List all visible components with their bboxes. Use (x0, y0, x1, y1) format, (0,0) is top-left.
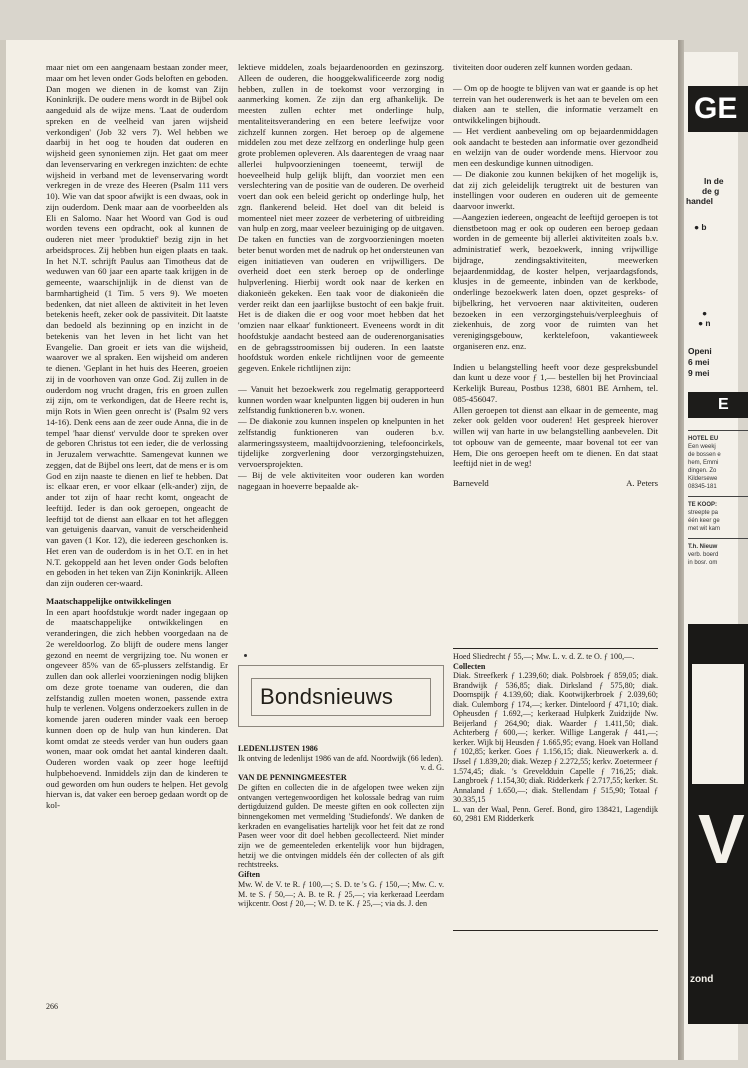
article-paragraph: lektieve middelen, zoals bejaardenoorden en gezinszorg. Alleen de ouderen, die hooggekwalificeerde zorg nodig hebben, zullen in de toekomst voor verzorging in aanmerking komen. Ze zijn dan erg afhankelijk. De meesten zullen echter met onderlinge hulp, mentaliteitsverandering en een betere leefwijze voor zichzelf kunnen zorgen. Het beroep op de algemene middelen zou met deze zelfzorg en onderlinge hulp geen grote problemen opleveren. Als daarentegen de vraag naar allerlei hulpvoorzieningen toeneemt, terwijl de hoeveelheid hulp gelijk blijft, dan voorziet men een verslechtering van de positie van de ouderen. De overheid voert dan ook een beleid gericht op onderlinge hulp, het zgn. flankerend beleid. Het doel van dit beleid is momenteel niet meer zozeer de verbetering of uitbreiding van hulp en zorg, maar veeleer bezuiniging op de uitgaven. De taken en functies van de zorgvoorzieningen moeten beter benut worden met de nadruk op het ondersteunen van eigen initiatieven van ouderen en vrijwilligers. De overheid doet een sterk beroep op de onderlinge hulpverlening. Hierbij wordt ook naar de kerken en diakonieën gekeken. Een taak voor de diakonieën die verder reikt dan een jaarlijkse bustocht of een bakje fruit. Het is de diaken die er oog voor moet hebben dat het 'omzien naar elkaar' funktioneert. Eveneens wordt in dit hoofdstukje aandacht besteed aan de ouderenorganisaties en de gebragsstroomissen bij ouderen. In een laatste hoofdstuk worden enkele richtlijnen voor de gemeente gegeven. Enkele richtlijnen zijn: (238, 62, 444, 373)
collecten-text: Diak. Streefkerk ƒ 1.239,60; diak. Polsbroek ƒ 859,05; diak. Brandwijk ƒ 536,85; diak. Dirksland ƒ 575,80; diak. Doornspijk ƒ 4.139,60; diak. Kootwijkerbroek ƒ 2.039,60; diak. Culemborg ƒ 174,—; kerker. Dinteloord ƒ 471,10; diak. Opheusden ƒ 1.692,—; kerkeraad Hulpkerk Zuidzijde Nw. Beijerland ƒ 264,90; diak. Waarder ƒ 1.411,50; diak. Achterberg ƒ 600,—; kerker. Willige Langerak ƒ 441,—; kerker. Wijk bij Heusden ƒ 1.665,95; evang. Hoek van Holland ƒ 102,85; kerker. Goes ƒ 1.156,15; diak. Nieuwerkerk a. d. IJssel ƒ 1.839,20; diak. Wezep ƒ 2.272,55; kerkv. Zoetermeer ƒ 1.574,45; diak. 's Greveldduin Capelle ƒ 716,25; diak. Langbroek ƒ 1.154,30; diak. Ridderkerk ƒ 2.717,55; kerker. St. Annaland ƒ 1.650,—; diak. Stellendam ƒ 515,90; Totaal ƒ 30.335,15 (453, 671, 658, 805)
page-number: 266 (46, 1002, 58, 1011)
article-paragraph: In een apart hoofdstukje wordt nader ingegaan op de maatschappelijke ontwikkelingen en veranderingen, die zich hebben voorgedaan na de 2e wereldoorlog. Zo blijft de oudere mens langer gezond en neemt de vergrijzing toe. Nu wonen er ongeveer 85% van de 65-plussers zelfstandig. Er zullen dan ook allerlei voorzieningen nodig blijken om deze grote toename van ouderen, die dan zelfstandig zullen moeten wonen, passende extra hulp te verlenen. Volgens onderzoekers zullen in de komende jaren ouderen minder vaak een beroep kunnen doen op de hulp van hun kinderen. Dat komt omdat ze steeds verder van hun ouders gaan wonen, maar ook omdat het aantal kinderen daalt. Ouderen worden vaak op zeer hoge leeftijd hulpbehoevend. Inmiddels zijn dan de kinderen te oud geworden om hun ouders te helpen. Het gevolg hiervan is, dat vaker een beroep gedaan wordt op de kol- (46, 606, 228, 810)
ledenlijsten-heading: LEDENLIJSTEN 1986 (238, 744, 318, 753)
ad-opening-line: Openi (688, 346, 712, 356)
signature-author: A. Peters (626, 478, 658, 488)
ad-small-line: dingen. Zo (688, 468, 717, 474)
ad-separator (688, 538, 748, 539)
giften-text: Mw. W. de V. te R. ƒ 100,—; S. D. te 's G. ƒ 150,—; Mw. C. v. M. te S. ƒ 50,—; A. B. te R. ƒ 25,—; via kerkeraad Leerdam wijkcentr. Oost ƒ 20,—; W. D. te K. ƒ 25,—; via ds. J. den (238, 879, 444, 909)
ad-bullet: ● (702, 308, 708, 318)
ad-small-line: Een weekj (688, 444, 716, 450)
ad-small-line: T.h. Nieuw (688, 544, 718, 550)
guideline-item: — Bij de vele aktiviteiten voor ouderen kan worden nagegaan in hoeverre bepaalde ak- (238, 469, 444, 491)
ad-small-line: hem, Emmi (688, 460, 719, 466)
article-column-2 (238, 62, 444, 652)
ad-text-line: de g (702, 186, 720, 196)
collecten-heading: Collecten (453, 661, 486, 671)
section-heading: Maatschappelijke ontwikkelingen (46, 595, 172, 606)
giften-continued: Hoed Sliedrecht ƒ 55,—; Mw. L. v. d. Z. te O. ƒ 100,—. (453, 652, 635, 661)
ad-small-line: HOTEL EU (688, 436, 719, 442)
ad-bullet: ● b (694, 222, 707, 232)
article-column-3 (453, 62, 658, 702)
guideline-item: — Het verdient aanbeveling om op bejaardenmiddagen ook aandacht te besteden aan informatie over gezondheid en welzijn van de ouder wordende mens. Hiervoor zou men een deskundige kunnen uitnodigen. (453, 125, 658, 168)
article-column-1 (46, 62, 228, 982)
news-column-2 (453, 652, 658, 932)
guideline-item: — De diakonie zou kunnen bekijken of het mogelijk is, dat zij zich geleidelijk terugtrekt uit de besturen van instellingen voor ouderen en ouderen uit de gemeente daarvoor inwerkt. (453, 168, 658, 211)
ad-small-line: de bossen e (688, 452, 721, 458)
bondsnieuws-banner (238, 665, 444, 727)
ad-opening-line: 6 mei (688, 357, 710, 367)
news-column-1 (238, 744, 444, 1004)
ad-headline: GE (688, 86, 748, 132)
bondsnieuws-title: Bondsnieuws (260, 684, 394, 709)
ad-small-line: 08345-181 (688, 484, 717, 490)
ad-opening-line: 9 mei (688, 368, 710, 378)
treasurer-address: L. van der Waal, Penn. Geref. Bond, giro 138421, Lagendijk 60, 2981 EM Ridderkerk (453, 804, 658, 824)
ad-separator (688, 496, 748, 497)
ad-small-line: Kildersewe (688, 476, 718, 482)
ad-separator (688, 430, 748, 431)
article-paragraph: tiviteiten door ouderen zelf kunnen worden gedaan. (453, 62, 633, 72)
guideline-item: — Om op de hoogte te blijven van wat er gaande is op het terrein van het ouderenwerk is het aan te bevelen om een diaken aan te stellen, die informatie verzamelt en ontwikkelingen bijhoudt. (453, 82, 658, 125)
ad-block-cutout (692, 664, 744, 784)
order-info: Indien u belangstelling heeft voor deze gespreksbundel dan kunt u deze voor ƒ 1,— bestellen bij het Provinciaal Kerkelijk Bureau, Postbus 1238, 6801 BE Arnhem, tel. 085-456047. (453, 361, 658, 404)
signature-place: Barneveld (453, 478, 489, 488)
ad-small-line: verb. boerd (688, 552, 719, 558)
penningmeester-heading: VAN DE PENNINGMEESTER (238, 773, 347, 783)
ad-block-letter: V (698, 800, 745, 878)
ad-black-bar: E (688, 392, 748, 418)
ad-small-line: streepte pa (688, 510, 719, 516)
ad-small-line: één keer ge (688, 518, 720, 524)
ad-black-block (688, 624, 748, 1024)
ad-small-line: TE KOOP: (688, 502, 718, 508)
guideline-item: —Aangezien iedereen, ongeacht de leeftijd geroepen is tot dienstbetoon mag er ook op ouderen een beroep gedaan worden in de gemeente bij allerlei aktiviteiten zoals b.v. administratief werk, bezoekwerk, inning vrijwillige bijdrage, zendingsaktiviteiten, meewerken bejaardenmiddag, de koster helpen, verjaardagsfonds, klusjes in de gemeente, inbinden van de kerkbode, onderlinge bezoekwerk laten doen, opzet gespreks- of bijbelkring, het vervoeren naar aktiviteiten, ouderen bezoeken in een verzorgingstehuis/verpleeghuis of ziekenhuis, de zorg voor de ruimten van het verenigingsgebouw, kerktelefoon, vakantieweek organiseren enz. enz. (453, 211, 658, 351)
adjacent-ad-page (684, 52, 745, 1060)
bondsnieuws-frame (251, 678, 431, 716)
signature (453, 478, 658, 489)
closing-paragraph: Allen geroepen tot dienst aan elkaar in de gemeente, mag zeker ook gelden voor ouderen! Het gespreek hierover willen wij van harte in uw belangstelling aanbevelen. Dit tot opbouw van de gemeente, maar bovenal tot eer van Hem, Die ons geroepen heeft om te dienen. En dat staat leeftijd niet in de weg! (453, 404, 658, 469)
ad-block-word: zond (690, 974, 714, 985)
penningmeester-text: De giften en collecten die in de afgelopen twee weken zijn ontvangen vertegenwoordigen het kolossale bedrag van ruim dertigduizend gulden. De meeste giften en ook collecten zijn binnengekomen met vermelding 'Studiefonds'. We danken de kerkraden en evangelisaties hartelijk voor het feit dat ze rond Pasen weer voor dit doel hebben gecollecteerd. Niet minder zijn we de gemeenteleden erkentelijk voor hun bijdragen, hetzij we die ontvingen middels één der collecten of als gift rechtstreeks. (238, 782, 444, 870)
ad-small-line: in bosr. om (688, 560, 718, 566)
ledenlijsten-text: Ik ontving de ledenlijst 1986 van de afd. Noordwijk (66 leden). (238, 753, 443, 763)
ad-text-line: handel (686, 196, 713, 206)
separator-dot (244, 654, 247, 657)
ad-bullet: ● n (698, 318, 711, 328)
column-divider-rule (453, 648, 658, 649)
ledenlijsten-initials: v. d. G. (420, 763, 444, 773)
giften-heading: Giften (238, 870, 261, 880)
guideline-item: — De diakonie zou kunnen inspelen op knelpunten in het zelfstandig funktioneren van ouderen b.v. alarmeringssysteem, maaltijdvoorziening, telefooncirkels, tijdelijke zorgverlening door verzorgingstehuizen, vervoersprojekten. (238, 416, 444, 469)
ad-text-line: In de (704, 176, 724, 186)
guideline-item: — Vanuit het bezoekwerk zou regelmatig gerapporteerd kunnen worden waar knelpunten liggen bij ouderen in hun zelfstandig funktioneren b.v. wonen. (238, 383, 444, 416)
article-paragraph: maar niet om een aangenaam bestaan zonder meer, maar om het leven onder Gods beloften en geboden. Dan mogen we dienen in de komst van Zijn Koninkrijk. De oudere mens wordt in de Bijbel ook aangeduid als de wijze mens. 'Laat de ouderdom spreken en de veelheid van jaren wijsheid verkondigen' (Job 32 vers 7). Wel hebben we daarbij in het oog te houden dat ouderen en wijsheid geen synoniemen zijn. Het gaat om meer dan levenservaring en verkregen inzichten: de echte wijsheid in verband met de levenservaring wordt verkregen in de vreze des Heeren (Psalm 111 vers 10). Wie van dat spoor afwijkt is een dwaas, ook in zijn ouderdom. Denk maar aan de voorbeelden als Eli en Salomo. Naar het Woord van God is oud worden tevens een opdracht, ook al kunnen de ouderen niet meer 'produktief' bezig zijn in het arbeidsproces. Zij hebben hun eigen plaats en taak. In het N.T. schrijft Paulus aan Timotheus dat de weduwen van 60 jaar een aparte taak krijgen in de gemeente, waarschijnlijk in de dienst van de barmhartigheid (1 Tim. 5 vers 9). We moeten bedenken, dat niet alleen de aktiviteit in het leven betekenis heeft, zeker ook de passiviteit. Dit laatste dan bedoeld als bezinning op en inzicht in de betekenis van het leven in het licht van het Evangelie. Dan groeit er iets van die wijsheid, waarover we al spraken. Een wijsheid om anderen te dienen. 'Geplant in het huis des Heeren, groeien zij in de voorhoven van onze God. Zij zullen in de ouderdom nog vrucht dragen, fris en groen zullen zij zijn, om te verkondigen, dat de Heere recht is, mijn Rots in Wien geen onrecht is' (Psalm 92 vers 14-16). Denk eens aan de zeer oude Anna, die in de tempel 'haar dienst' vervulde door te spreken over de geboren Christus tot een ieder, die de verlossing in Jeruzalem verwachtte. Samengevat kunnen we zeggen, dat de Bijbel ons leert, dat de mens er is om God en zijn naaste te dienen en lief te hebben. Dat is: elkaar eren, er voor elkaar (elk-ander) zijn, de ander tot zijn of haar recht komt, ongeacht de leeftijd. Ieder is dan ook geroepen, ongeacht de leeftijd tot de dienst aan elkaar en tot het afleggen van getuigenis daarvan, vanuit de verscheidenheid van gaven (1 Kor. 12), die iedereen geschonken is. Het eren van de ouderdom is in het O.T. en in het N.T. gekoppeld aan het leven onder Gods beloften en geboden in het teken van Zijn Koninkrijk. Alleen dan zijn ouderen cer-waard. (46, 62, 228, 588)
ad-small-line: met wit kam (688, 526, 721, 532)
